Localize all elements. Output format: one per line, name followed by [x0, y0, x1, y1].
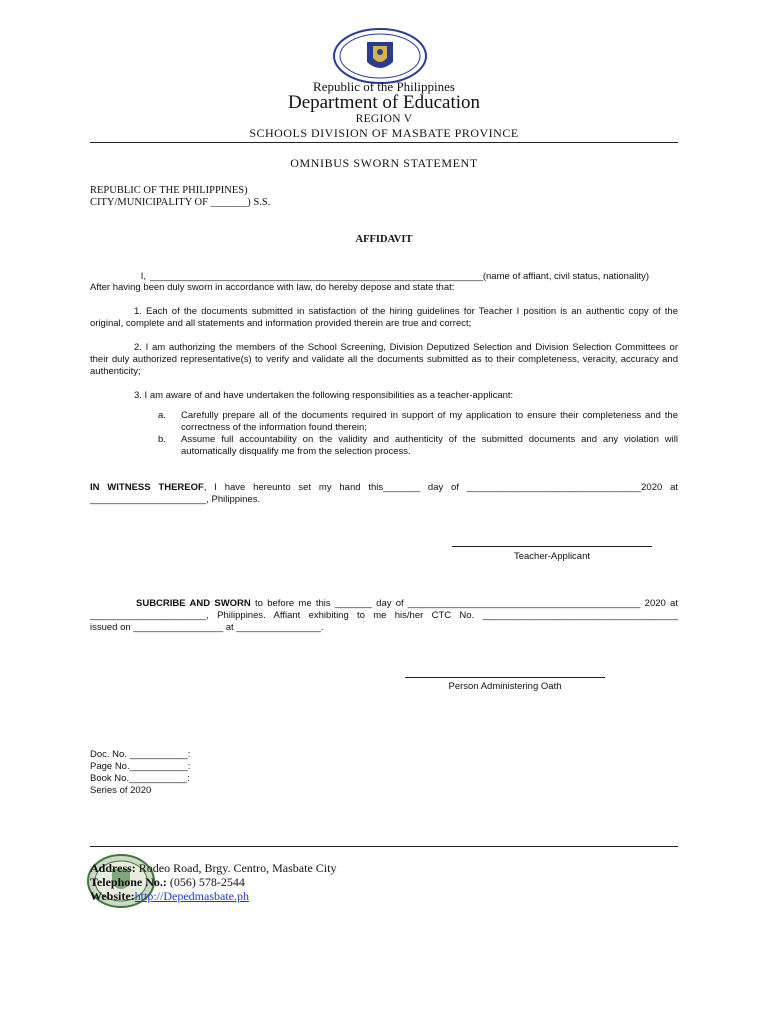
book-no: Book No.___________: — [90, 773, 190, 784]
footer-address — [90, 861, 336, 875]
applicant-signature-label: Teacher-Applicant — [513, 551, 591, 562]
subitem-a-letter: a. — [158, 410, 166, 421]
division-line: SCHOOLS DIVISION OF MASBATE PROVINCE — [249, 126, 519, 140]
deped-seal — [331, 28, 429, 84]
page-no: Page No.___________: — [90, 761, 191, 772]
website-link[interactable]: http://Depedmasbate.ph — [134, 889, 249, 903]
venue-line-1: REPUBLIC OF THE PHILIPPINES) — [90, 185, 248, 196]
region-line: REGION V — [355, 113, 413, 125]
subscribe-line-1 — [90, 598, 678, 610]
applicant-signature-line — [452, 546, 652, 547]
subitem-a-text: Carefully prepare all of the documents required in support of my application to ensure their completeness and the correctness of the information found therein; — [181, 410, 678, 433]
address-value: Rodeo Road, Brgy. Centro, Masbate City — [135, 861, 337, 875]
venue-line-2: CITY/MUNICIPALITY OF _______) S.S. — [90, 197, 271, 208]
header-divider — [90, 142, 678, 143]
witness-line-2: ______________________, Philippines. — [90, 494, 261, 505]
subitem-b-text: Assume full accountability on the validity and authenticity of the submitted documents and any violation will automatically disqualify me from the selection process. — [181, 434, 678, 457]
intro-i: I, — [140, 271, 146, 282]
subitem-b-letter: b. — [158, 434, 166, 445]
oath-signature-line — [405, 677, 605, 678]
oath-signature-label: Person Administering Oath — [448, 681, 562, 692]
subscribe-line-2: ______________________, Philippines. Affiant exhibiting to me his/her CTC No. _____________________________________ — [90, 610, 678, 621]
footer-telephone — [90, 875, 245, 889]
statement-item-3: 3. I am aware of and have undertaken the following responsibilities as a teacher-applicant: — [134, 390, 514, 401]
footer-website — [90, 889, 249, 903]
series: Series of 2020 — [90, 785, 152, 796]
intro-line-2: After having been duly sworn in accordance with law, do hereby depose and state that: — [90, 282, 455, 293]
footer-divider — [90, 846, 678, 847]
document-title: OMNIBUS SWORN STATEMENT — [290, 156, 478, 170]
witness-bold: IN WITNESS THEREOF — [90, 482, 204, 493]
republic-line: Republic of the Philippines — [313, 79, 455, 94]
deped-seal-icon — [331, 28, 429, 84]
subscribe-text: to before me this _______ day of ____________________________________________ 2020 at — [250, 598, 678, 609]
telephone-label: Telephone No.: — [90, 875, 167, 889]
affiant-name-hint: (name of affiant, civil status, nationality) — [482, 271, 650, 282]
subscribe-line-3: issued on _________________ at ________________. — [90, 622, 324, 633]
website-label: Website: — [90, 889, 135, 903]
statement-item-2: 2. I am authorizing the members of the School Screening, Division Deputized Selection and Division Selection Committees or their duly authorized representative(s) to verify and validate all the documents submitted as to their completeness, veracity, accuracy and authenticity; — [90, 342, 678, 377]
statement-item-1: 1. Each of the documents submitted in satisfaction of the hiring guidelines for Teacher I position is an authentic copy of the original, complete and all statements and information provided therein are true and correct; — [90, 306, 678, 329]
department-title: Department of Education — [287, 92, 481, 113]
witness-text: , I have hereunto set my hand this_______ day of _________________________________2020 at — [203, 482, 678, 493]
subscribe-bold: SUBCRIBE AND SWORN — [136, 598, 251, 609]
address-label: Address: — [90, 861, 136, 875]
affiant-name-blank: _______________________________________________________________ — [150, 271, 483, 282]
affidavit-heading: AFFIDAVIT — [355, 234, 413, 245]
doc-no: Doc. No. ___________: — [90, 749, 191, 760]
telephone-value: (056) 578-2544 — [166, 875, 245, 889]
witness-line-1 — [90, 482, 678, 494]
